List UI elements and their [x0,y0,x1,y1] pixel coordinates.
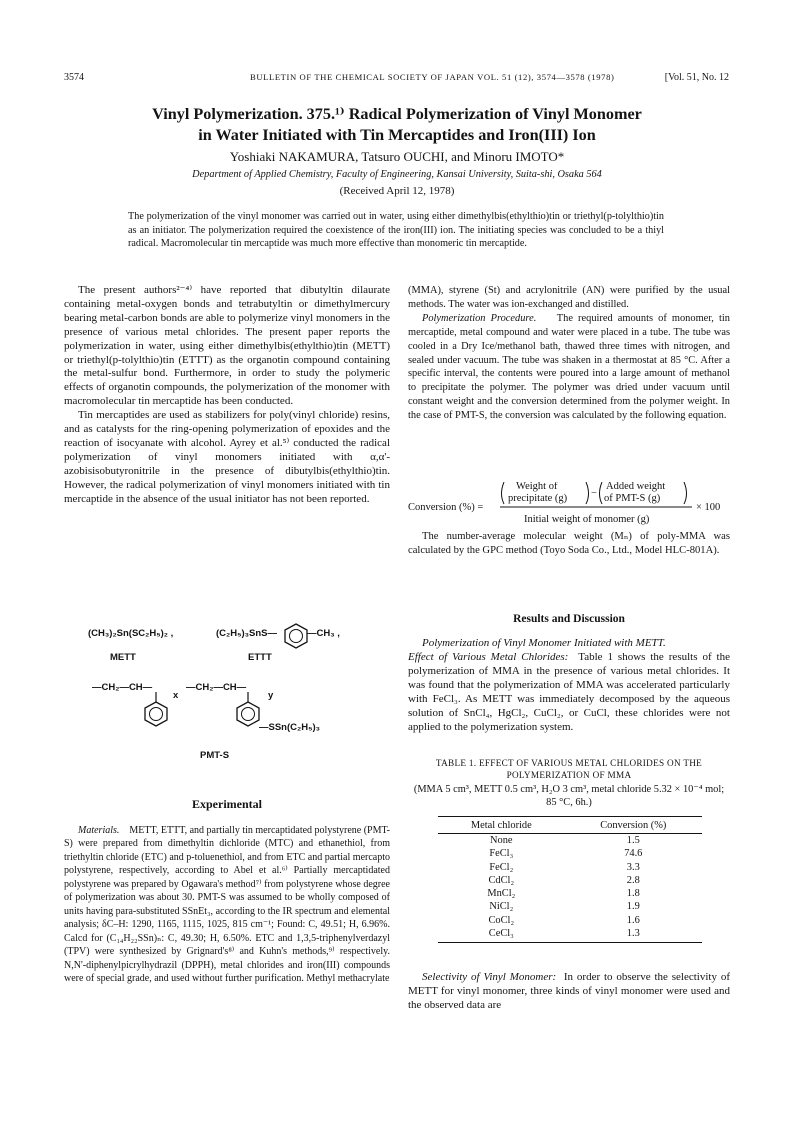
table-conditions: (MMA 5 cm³, METT 0.5 cm³, H₂O 3 cm³, metal chloride 5.32 × 10⁻⁴ mol; 85 °C, 6h.) [413,784,725,808]
abstract: The polymerization of the vinyl monomer was carried out in water, using either dimethylbis(ethylthio)tin or triethyl(p-tolylthio)tin as an initiator. The polymerization required the coexistence of the iron(III) ion. The initiating species was concluded to be a thiyl radical. Macromolecular tin mercaptide was much more effective than monomeric tin mercaptide. [128,211,664,250]
table-row [438,887,702,900]
effect-text: Table 1 shows the results of the polymerization of MMA in the presence of various metal chlorides. It was found that the polymerization of MMA was accelerated particularly with FeCl₃. As METT was immediately decomposed by the aqueous solution of SnCl₄, HgCl₂, CuCl₂, or CuCl, these chlorides were not applied to the polymerization system. [408,651,730,733]
experimental-section [64,798,390,986]
table-row [438,861,702,874]
table-row [438,847,702,860]
table-caption-line-1: TABLE 1. EFFECT OF VARIOUS METAL CHLORIDES ON THE [435,758,703,768]
table-cell: CeCl₃ [438,927,565,943]
numerator-2a: Added weight [606,482,666,492]
right-column-top [408,284,730,423]
mett-formula: (CH₃)₂Sn(SC₂H₅)₂ , [88,628,174,639]
title-line-2: in Water Initiated with Tin Mercaptides and Iron(III) Ion [198,126,596,144]
table-caption-line-2: POLYMERIZATION OF MMA [506,770,632,780]
table-cell: 1.9 [626,901,640,913]
structure-figure [88,618,388,778]
ettt-formula-right: —CH₃ , [307,628,340,639]
equation-minus: − [591,488,597,499]
conversion-equation [408,482,730,528]
procedure-text: The required amounts of monomer, tin mercaptide, metal compound and water were placed in a tube. The tube was cooled in a Dry Ice/methanol bath, thawed three times with nitrogen, and sealed under vacuum. The tube was shaken in a thermostat at 85 °C. After a specific interval, the contents were poured into a large amount of methanol to precipitate the polymer. The polymer was dried under vacuum until constant weight and the conversion determined from the polymer weight. In the case of PMT-S, the conversion was calculated by the following equation. [408,312,730,422]
equation-times: × 100 [696,502,721,513]
table-row [438,927,702,943]
affiliation: Department of Applied Chemistry, Faculty of Engineering, Kansai University, Suita-shi, Osaka 564 [192,169,602,180]
intro-paragraph-2: Tin mercaptides are used as stabilizers for poly(vinyl chloride) resins, and as catalysts for the ring-opening polymerization of epoxides and the reaction of isocyanate with alcohol. Ayrey et al.⁵⁾ conducted the radical polymerization of vinyl monomers initiated with α,α'-azobisisobutyronitrile in the presence of dibutylbis(ethylthio)tin. However, the radical polymerization of vinyl monomers initiated with tin mercaptide in the absence of the usual initiator has not been reported. [64,409,390,505]
results-sub: Polymerization of Vinyl Monomer Initiated with METT. [422,637,666,649]
benzene-ring-icon [237,702,259,726]
purification-text: (MMA), styrene (St) and acrylonitrile (AN) were purified by the usual methods. The water was ion-exchanged and distilled. [408,285,730,310]
table-cell: 1.8 [626,888,640,900]
gpc-paragraph [408,530,730,558]
page-number: 3574 [64,72,84,83]
polymer-unit-b: —CH₂—CH— [186,682,247,693]
table-cell: 2.8 [626,874,640,886]
selectivity-text-block [408,971,730,1013]
introduction [64,284,390,507]
ettt-label: ETTT [248,652,272,663]
materials-label: Materials. [78,824,120,836]
numerator-2b: of PMT-S (g) [604,493,661,504]
pmt-s-label: PMT-S [200,750,230,761]
numerator-1b: precipitate (g) [508,493,568,504]
results-heading: Results and Discussion [513,613,625,625]
table-header-row [438,817,702,834]
selectivity-label: Selectivity of Vinyl Monomer: [422,971,557,983]
table-1 [438,816,702,943]
table-row [438,874,702,887]
received-date: (Received April 12, 1978) [339,185,455,197]
subscript-y: y [268,690,274,701]
intro-paragraph-1: The present authors²⁻⁴⁾ have reported that dibutyltin dilaurate containing metal-oxygen bonds and tetrabutyltin or dimethylmercury bearing metal-carbon bonds are able to polymerize vinyl monomers in the presence of various metal chlorides. The present paper reports the polymerization in water, using either dimethylbis(ethylthio)tin (METT) or triethyl(p-tolylthio)tin (ETTT) as the organotin compound containing the metal-sulfur bond. Furthermore, in order to study the polymeric effects of organotin compounds, the polymerization of the monomer with macromolecular tin mercaptide has been conducted. [64,284,390,408]
procedure-label: Polymerization Procedure. [422,312,537,324]
table-row [438,914,702,927]
author-list: Yoshiaki NAKAMURA, Tatsuro OUCHI, and Minoru IMOTO* [229,149,565,164]
materials-text: METT, ETTT, and partially tin mercaptidated polystyrene (PMT-S) were prepared from dimethyltin dichloride (MTC) and ethanethiol, from triethyltin chloride (ETC) and p-toluenethiol, and from ETC and partial mercapto polystyrene, respectively, according to Abel et al.⁶⁾ Partially mercaptidated polystyrene was prepared by Ogawara's method⁷⁾ from polystyrene whose degree of polymerization was about 30. PMT-S was assumed to be wholly composed of units having para-substituted SSnEt₃, according to the IR spectrum and elemental analysis; δC–H: 1290, 1165, 1115, 1025, 815 cm⁻¹; Found: C, 49.51; H, 6.96%. Calcd for (C₁₄H₂₂SSn)ₙ: C, 49.30; H, 6.50%. ETC and 1,3,5-triphenylverdazyl (TPV) were synthesized by Grignard's⁸⁾ and Kuhn's methods,⁹⁾ respectively. N,N'-diphenylpicrylhydrazil (DPPH), metal chlorides and iron(III) compounds were of special grade, and used without further purification. Methyl methacrylate [64,824,391,984]
effect-paragraph [408,650,730,734]
table-cell: CdCl₂ [488,874,515,886]
table-cell: 1.5 [626,835,640,846]
effect-label: Effect of Various Metal Chlorides: [408,651,569,663]
table-cell: 74.6 [624,848,643,860]
table-row [438,834,702,848]
mett-label: METT [110,652,136,663]
table-cell: None [490,835,513,846]
table-row [438,900,702,913]
table-cell: CoCl₂ [488,914,515,926]
ettt-formula-left: (C₂H₅)₃SnS— [216,628,277,639]
materials-paragraph [64,824,390,986]
running-header [64,72,729,86]
gpc-text: The number-average molecular weight (Mₙ) of poly-MMA was calculated by the GPC method (Toyo Soda Co., Ltd., Model HLC-801A). [408,531,730,556]
selectivity-paragraph [408,971,730,1013]
table-cell: 3.3 [626,861,640,873]
table-cell: FeCl₃ [489,848,514,860]
snet-substituent: —SSn(C₂H₅)₃ [259,722,320,733]
denominator: Initial weight of monomer (g) [524,514,650,525]
results-subheading [408,636,730,650]
numerator-1a: Weight of [516,482,558,492]
table-cell: FeCl₂ [489,861,514,873]
benzene-ring-icon [285,624,307,648]
journal-citation: BULLETIN OF THE CHEMICAL SOCIETY OF JAPAN VOL. 51 (12), 3574—3578 (1978) [250,72,615,82]
volume-label: [Vol. 51, No. 12 [664,72,729,83]
results-section [408,612,730,734]
article-title [64,104,730,146]
equation-lhs: Conversion (%) = [408,502,484,513]
column-header: Conversion (%) [565,817,702,834]
title-line-1: Vinyl Polymerization. 375.¹⁾ Radical Polymerization of Vinyl Monomer [152,105,642,123]
table-cell: 1.3 [565,927,702,943]
column-header: Metal chloride [438,817,565,834]
table-cell: 1.6 [626,914,640,926]
table-cell: MnCl₂ [487,888,516,900]
polymer-unit-a: —CH₂—CH— [92,682,153,693]
procedure-paragraph [408,312,730,423]
experimental-heading: Experimental [192,797,262,811]
selectivity-text: In order to observe the selectivity of METT for vinyl monomer, three kinds of vinyl monomer were used and the observed data are [408,971,730,1011]
subscript-x: x [173,690,179,701]
benzene-ring-icon [145,702,167,726]
table-cell: NiCl₂ [489,901,514,913]
table-caption [408,757,730,781]
